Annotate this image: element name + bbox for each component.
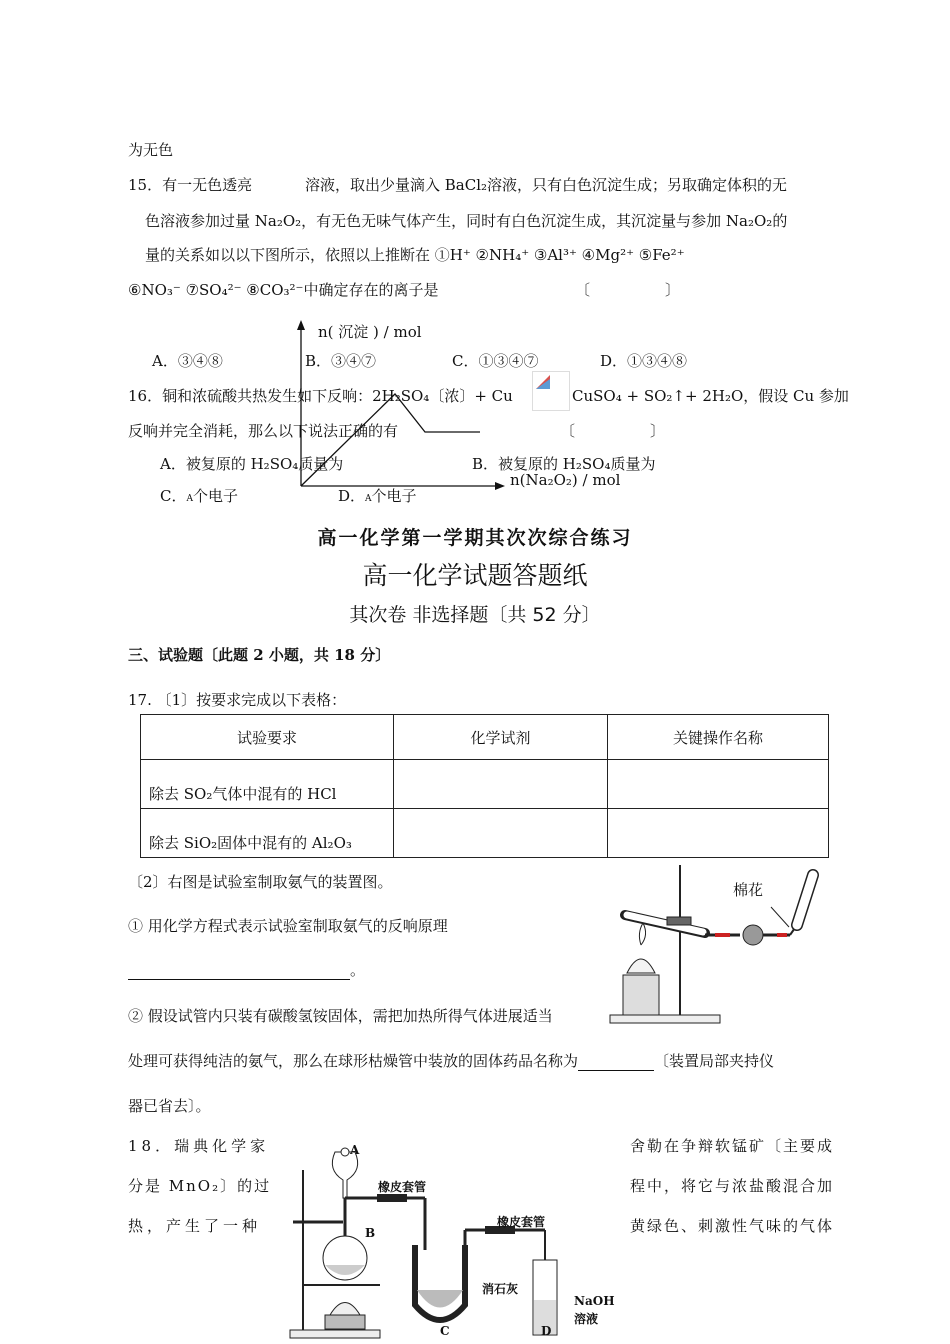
stand-base	[290, 1330, 380, 1338]
q15-line2: 色溶液参加过量 Na₂O₂，有无色无味气体产生，同时有白色沉淀生成，其沉淀量与参加 Na₂O₂的	[145, 212, 788, 230]
q16-option-a: A．被复原的 H₂SO₄质量为	[160, 455, 344, 473]
table-cell-reagent-blank[interactable]	[394, 760, 608, 809]
q15-line1a: 15．有一无色透亮	[128, 176, 253, 194]
q18-line1a: 18．瑞典化学家	[128, 1137, 270, 1155]
q16-answer-bracket: 〔 〕	[560, 422, 666, 440]
q18-line1b: 舍勒在争辩软锰矿〔主要成	[630, 1137, 835, 1155]
soda-lime-label: 消石灰	[482, 1282, 519, 1296]
table-row	[141, 760, 829, 809]
section3-heading: 三、试验题〔此题 2 小题，共 18 分〕	[128, 646, 391, 664]
table-header-cell: 关键操作名称	[608, 715, 829, 760]
q16-option-c-prefix: C．	[160, 487, 187, 505]
q17-part2-q2-line3: 器已省去〕。	[128, 1097, 211, 1115]
q17-q2-text: 处理可获得纯洁的氨气，那么在球形枯燥管中装放的固体药品名称为	[128, 1052, 579, 1070]
graph-x-label: n(Na₂O₂) / mol	[510, 471, 621, 489]
label-d: D	[541, 1324, 552, 1338]
label-a: A	[350, 1143, 360, 1157]
table-cell-operation-blank[interactable]	[608, 809, 829, 858]
q16-option-b: B．被复原的 H₂SO₄质量为	[472, 455, 656, 473]
q18-line2a: 分是 MnO₂〕的过	[128, 1177, 272, 1195]
table-cell-requirement: 除去 SiO₂固体中混有的 Al₂O₃	[141, 809, 394, 858]
graph-x-arrow	[495, 482, 505, 490]
answer-blank-end: 。	[350, 961, 366, 979]
q17-part2-q2: ② 假设试管内只装有碳酸氢铵固体，需把加热所得气体进展适当	[128, 1007, 553, 1025]
q15-line1b: 溶液，取出少量滴入 BaCl₂溶液，只有白色沉淀生成；另取确定体积的无	[305, 176, 788, 194]
label-c: C	[440, 1324, 450, 1338]
drying-tube-bulb	[743, 925, 763, 945]
table-cell-operation-blank[interactable]	[608, 760, 829, 809]
exam-title: 高一化学第一学期其次次综合练习	[317, 527, 633, 549]
separatory-funnel	[332, 1152, 357, 1198]
flame	[639, 923, 645, 945]
q17-part2-q1: ① 用化学方程式表示试验室制取氨气的反响原理	[128, 917, 448, 935]
alcohol-lamp	[627, 959, 655, 973]
q15-line4: ⑥NO₃⁻ ⑦SO₄²⁻ ⑧CO₃²⁻中确定存在的离子是	[128, 281, 439, 299]
q16-option-d-sub: A	[365, 494, 372, 504]
q16-line1a: 16．铜和浓硫酸共热发生如下反响：2H₂SO₄〔浓〕+ Cu	[128, 387, 513, 405]
table-header-cell: 试验要求	[141, 715, 394, 760]
label-b: B	[365, 1226, 376, 1240]
q17-intro: 17. 〔1〕按要求完成以下表格：	[128, 691, 347, 709]
q17-table	[140, 714, 829, 858]
cotton-pointer	[771, 907, 789, 927]
table-cell-reagent-blank[interactable]	[394, 809, 608, 858]
q15-option-c: C．①③④⑦	[452, 352, 539, 370]
rubber-tube-label-2: 橡皮套管	[497, 1215, 546, 1229]
answer-blank-drying-agent[interactable]	[578, 1052, 654, 1071]
cotton-label: 棉花	[733, 881, 764, 899]
q17-q2-text-end: 〔装置局部夹持仪	[654, 1052, 775, 1070]
q16-option-c-suffix: 个电子	[192, 487, 238, 505]
alcohol-lamp	[330, 1303, 360, 1316]
graph-y-label: n( 沉淀 ) / mol	[318, 323, 422, 341]
q17-part2-q2-line2	[128, 1051, 774, 1071]
table-header-row	[141, 715, 829, 760]
q15-option-b: B．③④⑦	[305, 352, 377, 370]
table-cell-requirement: 除去 SO₂气体中混有的 HCl	[141, 760, 394, 809]
q16-option-c-sub: A	[186, 494, 193, 504]
u-tube	[415, 1245, 465, 1320]
q15-answer-bracket: 〔 〕	[575, 281, 681, 299]
volume-subtitle: 其次卷 非选择题〔共 52 分〕	[349, 604, 601, 626]
table-row	[141, 809, 829, 858]
answer-sheet-title: 高一化学试题答题纸	[362, 561, 588, 590]
naoh-label: NaOH	[574, 1294, 615, 1308]
q14-tail-text: 为无色	[128, 141, 174, 159]
ammonia-apparatus-diagram	[605, 855, 845, 1030]
q18-line3b: 黄绿色、刺激性气味的气体	[630, 1217, 835, 1235]
q16-line1b: CuSO₄ + SO₂↑+ 2H₂O，假设 Cu 参加	[572, 387, 849, 405]
answer-blank-equation[interactable]	[128, 961, 350, 980]
q16-line2: 反响并完全消耗，那么以下说法正确的有	[128, 422, 399, 440]
broken-image-icon	[532, 371, 570, 411]
graph-y-arrow	[297, 320, 305, 330]
q15-line3: 量的关系如以以下图所示，依照以上推断在 ①H⁺ ②NH₄⁺ ③Al³⁺ ④Mg²⁺ ⑤Fe²⁺	[145, 246, 685, 264]
q18-line3a: 热，产生了一种	[128, 1217, 262, 1235]
q16-option-d	[338, 486, 417, 509]
chlorine-apparatus-diagram	[285, 1140, 620, 1344]
rubber-tube-label-1: 橡皮套管	[378, 1180, 427, 1194]
table-header-cell: 化学试剂	[394, 715, 608, 760]
q17-part2-text: 〔2〕右图是试验室制取氨气的装置图。	[128, 873, 393, 891]
solution-label: 溶液	[574, 1312, 599, 1326]
q15-option-a: A．③④⑧	[152, 352, 223, 370]
q16-option-d-suffix: 个电子	[371, 487, 417, 505]
q17-part2-q1-answer	[128, 960, 365, 980]
rubber-tube-1	[377, 1194, 407, 1202]
q18-line2b: 程中，将它与浓盐酸混合加	[630, 1177, 835, 1195]
stand-base	[610, 1015, 720, 1023]
q16-option-c	[160, 486, 238, 509]
clamp	[667, 917, 691, 925]
q16-option-d-prefix: D．	[338, 487, 366, 505]
q15-option-d: D．①③④⑧	[600, 352, 688, 370]
wood-block	[623, 975, 659, 1015]
